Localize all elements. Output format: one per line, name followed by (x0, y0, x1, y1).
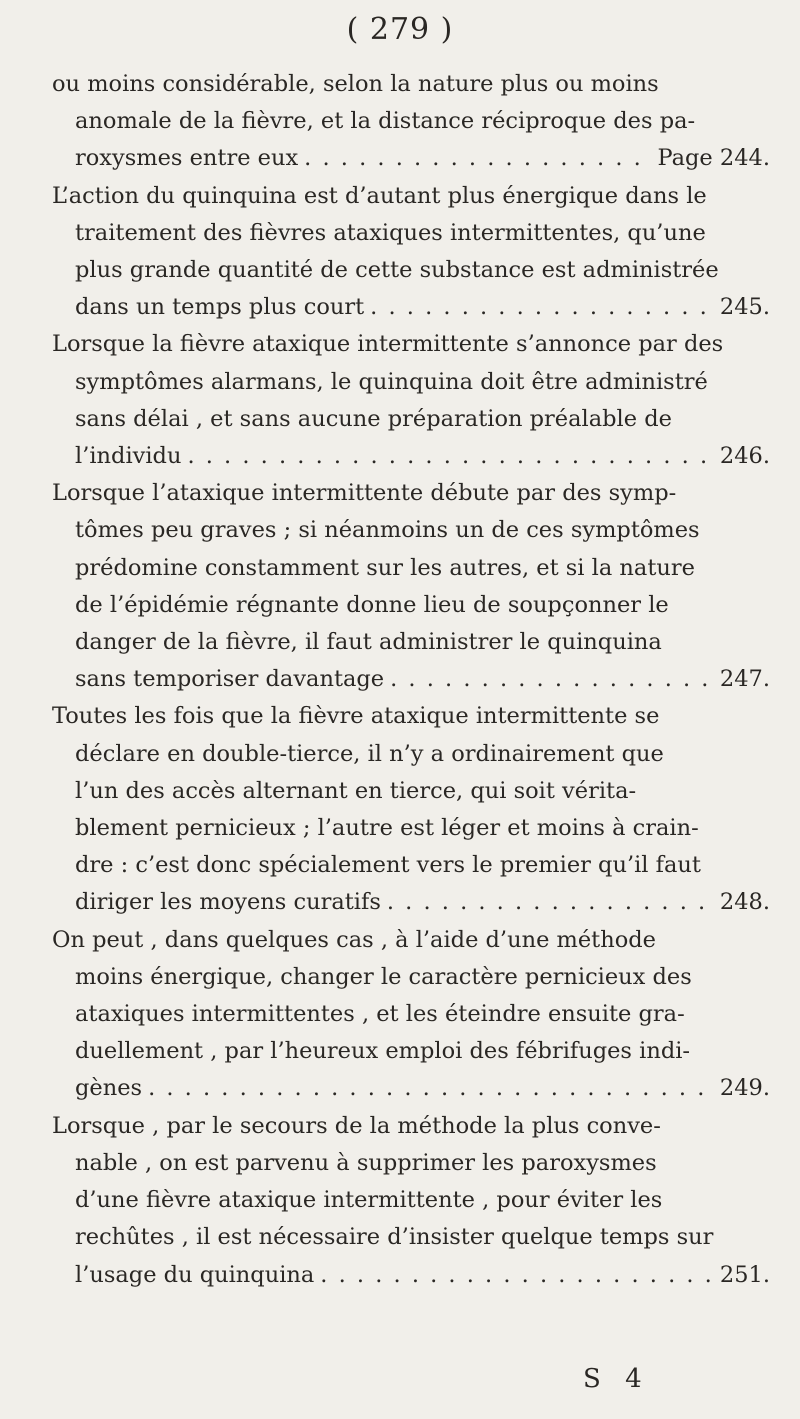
summary-entry (52, 178, 770, 327)
entry-text-line: de l’épidémie régnante donne lieu de soupçonner le (75, 591, 669, 618)
entry-text-line: moins énergique, changer le caractère pernicieux des (75, 963, 692, 990)
entry-text-line: ou moins considérable, selon la nature plus ou moins (52, 71, 659, 97)
entry-text-line: l’usage du quinquina (75, 1261, 315, 1288)
page-reference: 247. (719, 666, 770, 693)
entry-text-line: prédomine constamment sur les autres, et si la nature (75, 554, 695, 581)
summary-entry (52, 1108, 770, 1294)
entry-text-line: duellement , par l’heureux emploi des fébrifuges indi- (75, 1038, 691, 1065)
entry-text-line: traitement des fièvres ataxiques intermittentes, qu’une (75, 219, 706, 246)
signature-mark: S 4 (583, 1364, 650, 1394)
entry-leader-line (52, 884, 770, 921)
entry-text-line: symptômes alarmans, le quinquina doit être administré (75, 368, 708, 395)
entry-text-line: Lorsque la fièvre ataxique intermittente s’annonce par des (52, 331, 724, 358)
summary-entry (52, 698, 770, 921)
entry-leader-line (52, 438, 770, 475)
summary-entries (52, 66, 770, 1294)
entry-text-line: diriger les moyens curatifs (75, 889, 381, 916)
entry-text-line: l’un des accès alternant en tierce, qui soit vérita- (75, 777, 637, 804)
summary-entry (52, 326, 770, 475)
entry-text-line: Lorsque l’ataxique intermittente débute par des symp- (52, 480, 677, 507)
entry-leader-line (52, 1257, 770, 1294)
entry-text-line: dre : c’est donc spécialement vers le premier qu’il faut (75, 852, 701, 879)
entry-leader-line (52, 140, 770, 177)
entry-text-line: Lorsque , par le secours de la méthode la plus conve- (52, 1112, 661, 1139)
dot-leader (364, 289, 716, 326)
dot-leader (142, 1070, 716, 1107)
entry-text-line: nable , on est parvenu à supprimer les paroxysmes (75, 1149, 657, 1176)
dot-leader (181, 438, 715, 475)
dot-leader (381, 884, 716, 921)
dot-leader (298, 140, 653, 177)
entry-text-line: Toutes les fois que la fièvre ataxique intermittente se (52, 703, 660, 730)
entry-text-line: danger de la fièvre, il faut administrer le quinquina (75, 629, 662, 656)
entry-text-line: l’individu (75, 443, 182, 470)
entry-text-line: déclare en double-tierce, il n’y a ordinairement que (75, 740, 664, 767)
page-reference: 245. (719, 294, 770, 321)
entry-leader-line (52, 1070, 770, 1107)
entry-text-line: roxysmes entre eux (75, 145, 299, 172)
entry-leader-line (52, 661, 770, 698)
page-reference: 248. (719, 889, 770, 916)
entry-text-line: ataxiques intermittentes , et les éteindre ensuite gra- (75, 1001, 685, 1028)
entry-text-line: gènes (75, 1075, 143, 1102)
entry-text-line: On peut , dans quelques cas , à l’aide d’une méthode (52, 926, 656, 953)
summary-entry (52, 66, 770, 178)
page-reference: Page 244. (657, 145, 770, 172)
entry-text-line: L’action du quinquina est d’autant plus énergique dans le (52, 182, 707, 209)
page-reference: 249. (719, 1075, 770, 1102)
entry-text-line: sans temporiser davantage (75, 666, 385, 693)
entry-text-line: rechûtes , il est nécessaire d’insister quelque temps sur (75, 1224, 714, 1251)
entry-text-line: d’une fièvre ataxique intermittente , pour éviter les (75, 1187, 663, 1214)
entry-text-line: tômes peu graves ; si néanmoins un de ces symptômes (75, 517, 700, 544)
page-reference: 251. (719, 1261, 770, 1288)
entry-text-line: plus grande quantité de cette substance est administrée (75, 257, 719, 284)
summary-entry (52, 922, 770, 1108)
dot-leader (384, 661, 716, 698)
page-number: ( 279 ) (346, 12, 454, 47)
entry-leader-line (52, 289, 770, 326)
dot-leader (314, 1257, 716, 1294)
entry-text-line: blement pernicieux ; l’autre est léger et moins à crain- (75, 815, 699, 842)
entry-text-line: dans un temps plus court (75, 294, 365, 321)
summary-entry (52, 475, 770, 698)
entry-text-line: anomale de la fièvre, et la distance réciproque des pa- (75, 108, 696, 135)
entry-text-line: sans délai , et sans aucune préparation préalable de (75, 405, 672, 432)
page-reference: 246. (719, 443, 770, 470)
